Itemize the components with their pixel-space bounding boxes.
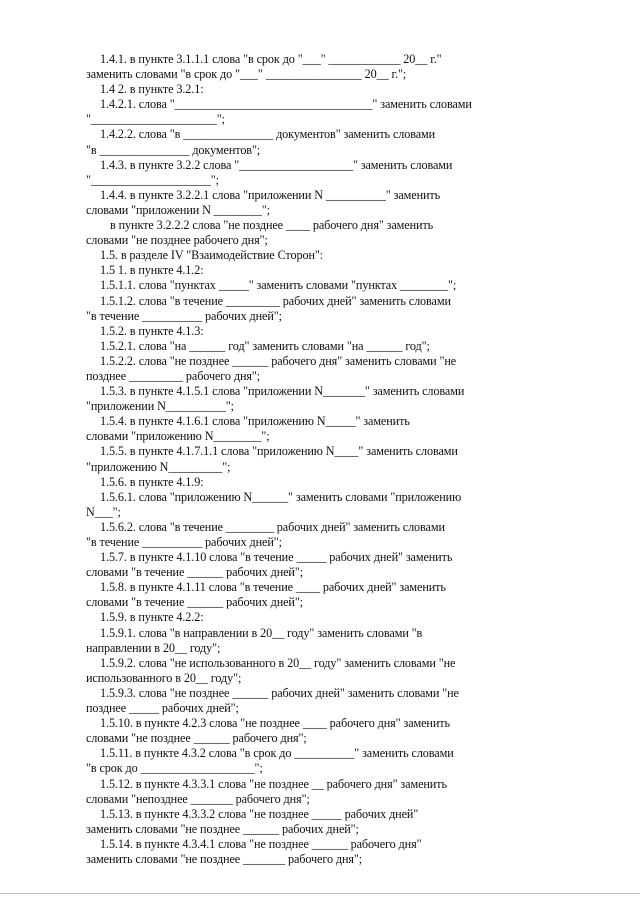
document-line: 1.5.11. в пункте 4.3.2 слова "в срок до __________" заменить словами [100,746,454,761]
document-line: 1.5.9. в пункте 4.2.2: [100,610,204,625]
document-line: словами "в течение ______ рабочих дней"; [86,565,304,580]
document-line: 1.5.12. в пункте 4.3.3.1 слова "не позднее __ рабочего дня" заменить [100,776,447,791]
document-line: "приложении N__________"; [86,399,234,414]
document-line: 1.4.3. в пункте 3.2.2 слова "___________________" заменить словами [100,157,453,172]
document-line: 1.4.2.2. слова "в _______________ документов" заменить словами [100,127,436,142]
document-line: направлении в 20__ году"; [86,640,221,655]
document-line: 1.5.1.2. слова "в течение _________ рабочих дней" заменить словами [100,293,451,308]
document-line: "в срок до ___________________"; [86,761,263,776]
document-line: 1.5 1. в пункте 4.1.2: [100,263,204,278]
document-line: 1.5.5. в пункте 4.1.7.1.1 слова "приложению N____" заменить словами [100,444,458,459]
document-line: "_____________________"; [86,112,225,127]
document-line: заменить словами "не позднее ______ рабочих дней"; [86,821,359,836]
document-line: словами "не позднее рабочего дня"; [86,233,268,248]
document-line: "в _______________ документов"; [86,142,261,157]
document-line: 1.5.9.1. слова "в направлении в 20__ году" заменить словами "в [100,625,423,640]
document-line: 1.5.1.1. слова "пунктах _____" заменить словами "пунктах ________"; [100,278,457,293]
document-line: словами "приложении N ________"; [86,202,270,217]
page-bottom-divider [0,893,640,894]
document-line: заменить словами "не позднее _______ рабочего дня"; [86,851,363,866]
document-line: "в течение __________ рабочих дней"; [86,535,282,549]
document-line: заменить словами "в срок до "___" ________________ 20__ г."; [86,67,407,82]
document-line: 1.5.4. в пункте 4.1.6.1 слова "приложению N_____" заменить [100,414,410,429]
document-line: использованного в 20__ году"; [86,670,242,685]
document-line: словами "в течение ______ рабочих дней"; [86,595,304,610]
document-line: 1.5.9.2. слова "не использованного в 20__ году" заменить словами "не [100,655,456,670]
document-line: 1.5.6.1. слова "приложению N______" заменить словами "приложению [100,489,462,504]
document-line: "____________________"; [86,172,219,187]
document-line: словами "непозднее _______ рабочего дня"; [86,791,310,806]
document-line: N___"; [86,504,121,519]
document-line: 1.5.8. в пункте 4.1.11 слова "в течение ____ рабочих дней" заменить [100,580,446,595]
document-body [86,52,506,867]
document-line: 1.5.2.2. слова "не позднее ______ рабочего дня" заменить словами "не [100,353,457,368]
document-line: 1.5.6. в пункте 4.1.9: [100,474,204,489]
document-line: 1.5.7. в пункте 4.1.10 слова "в течение _____ рабочих дней" заменить [100,550,453,565]
document-line: "в течение __________ рабочих дней"; [86,308,282,323]
document-line: в пункте 3.2.2.2 слова "не позднее ____ рабочего дня" заменить [110,218,434,233]
document-line: 1.5.3. в пункте 4.1.5.1 слова "приложении N_______" заменить словами [100,384,465,399]
document-line: 1.5.13. в пункте 4.3.3.2 слова "не позднее _____ рабочих дней" [100,806,419,821]
document-line: 1.4 2. в пункте 3.2.1: [100,82,204,97]
document-line: позднее _________ рабочего дня"; [86,368,261,383]
document-line: 1.5.2. в пункте 4.1.3: [100,323,204,338]
document-line: 1.5.2.1. слова "на ______ год" заменить словами "на ______ год"; [100,338,430,353]
document-line: 1.5. в разделе IV "Взаимодействие Сторон": [100,248,324,263]
document-line: позднее _____ рабочих дней"; [86,701,239,716]
document-line: словами "не позднее ______ рабочего дня"; [86,731,307,746]
document-line: 1.5.9.3. слова "не позднее ______ рабочих дней" заменить словами "не [100,685,459,700]
document-line: 1.5.6.2. слова "в течение ________ рабочих дней" заменить словами [100,519,445,534]
document-line: 1.4.2.1. слова "_________________________________" заменить словами [100,97,472,112]
document-line: 1.4.4. в пункте 3.2.2.1 слова "приложении N __________" заменить [100,187,441,202]
document-line: 1.5.14. в пункте 4.3.4.1 слова "не позднее ______ рабочего дня" [100,836,422,851]
document-line: "приложению N_________"; [86,459,231,474]
document-line: 1.5.10. в пункте 4.2.3 слова "не позднее ____ рабочего дня" заменить [100,716,450,731]
document-line: словами "приложению N________"; [86,429,270,444]
document-line: 1.4.1. в пункте 3.1.1.1 слова "в срок до "___" ____________ 20__ г." [100,52,442,66]
